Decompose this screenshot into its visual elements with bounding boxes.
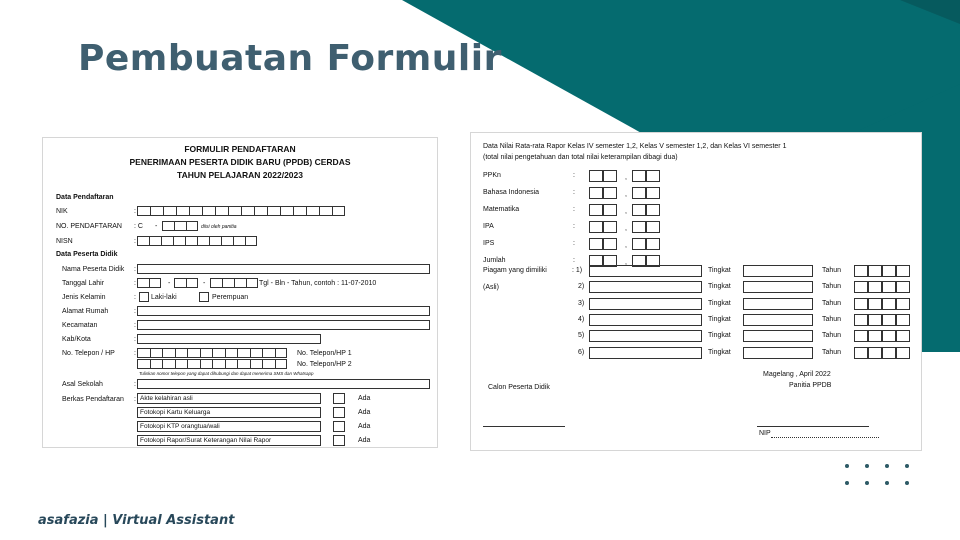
kabkota-input[interactable] (137, 334, 321, 344)
calon-peserta-label: Calon Peserta Didik (488, 384, 550, 391)
kecamatan-input[interactable] (137, 320, 430, 330)
perempuan-label: Perempuan (212, 294, 249, 301)
registration-form-page-1: FORMULIR PENDAFTARAN PENERIMAAN PESERTA DIDIK BARU (PPDB) CERDAS TAHUN PELAJARAN 2022/2023 Data Pendaftaran NIK : NO. PENDAFTARAN : C - diisi oleh panitia NISN : Data Peserta Didik Nama Peserta Didik : Tanggal Lahir : - - Tgl - Bln - Tahun, contoh : 11-07-2010 Jenis Kelamin : Laki-laki Perempuan Alamat Rumah : Kecamatan : Kab/Kota : No. Telepon / HP : No. Telepon/HP 1 No. Telepon/HP 2 Tuliskan nomor telepon yang dapat dihubungi dan dapat menerima SMS dan Whatsapp Asal Sekolah : Berkas Pendaftaran : Akte kelahiran asli Ada Fotokopi Kartu Keluarga Ada Fotokopi KTP orangtua/wali Ada Fotokopi Rapor/Surat Keterangan Nilai Rapor Ada (42, 137, 438, 448)
footer-brand: asafazia | Virtual Assistant (38, 513, 235, 528)
asal-sekolah-input[interactable] (137, 379, 430, 389)
tingkat-input[interactable] (743, 298, 813, 310)
subject-colon: : (573, 257, 575, 264)
subject-label: Jumlah (483, 257, 506, 264)
telp1-label: No. Telepon/HP 1 (297, 350, 352, 357)
nip-label: NIP (759, 430, 771, 437)
signature-line-panitia (757, 426, 869, 427)
nilai-digit-box[interactable] (589, 170, 603, 182)
telepon-2-input[interactable] (137, 359, 287, 369)
nilai-digit-box[interactable] (646, 204, 660, 216)
subject-comma: , (625, 242, 627, 249)
nilai-digit-box[interactable] (589, 238, 603, 250)
tahun-digit-box[interactable] (882, 265, 896, 277)
piagam-name-input[interactable] (589, 314, 702, 326)
signature-line-calon (483, 426, 565, 427)
tahun-label: Tahun (822, 315, 842, 323)
piagam-row-number: : 1) (572, 267, 583, 274)
berkas-item: Fotokopi KTP orangtua/wali (137, 421, 321, 432)
nilai-digit-box[interactable] (589, 221, 603, 233)
telp2-label: No. Telepon/HP 2 (297, 361, 352, 368)
subject-comma: , (625, 259, 627, 266)
tahun-digit-box[interactable] (868, 281, 882, 293)
form-header-1: FORMULIR PENDAFTARAN (184, 144, 296, 154)
tahun-digit-box[interactable] (896, 347, 910, 359)
tingkat-label: Tingkat (708, 299, 731, 307)
tahun-digit-box[interactable] (868, 347, 882, 359)
kabkota-label: Kab/Kota (62, 336, 91, 343)
place-date: Magelang , April 2022 (763, 371, 831, 378)
nilai-digit-box[interactable] (603, 187, 617, 199)
berkas-checkbox[interactable] (333, 421, 345, 432)
tahun-digit-box[interactable] (896, 281, 910, 293)
tahun-digit-box[interactable] (854, 265, 868, 277)
panitia-label: Panitia PPDB (789, 382, 832, 389)
nik-input[interactable] (137, 206, 345, 216)
piagam-row-number: 2) (578, 283, 585, 291)
subject-label: IPS (483, 240, 495, 247)
subject-colon: : (573, 189, 575, 196)
tingkat-input[interactable] (743, 314, 813, 326)
tahun-input[interactable] (210, 278, 258, 288)
nisn-input[interactable] (137, 236, 257, 246)
tahun-digit-box[interactable] (868, 314, 882, 326)
tahun-digit-box[interactable] (854, 314, 868, 326)
nilai-digit-box[interactable] (646, 170, 660, 182)
asal-sekolah-label: Asal Sekolah (62, 381, 103, 388)
jenis-kelamin-label: Jenis Kelamin (62, 294, 106, 301)
piagam-name-input[interactable] (589, 330, 702, 342)
piagam-label: Piagam yang dimiliki (483, 267, 547, 274)
no-pendaftaran-input[interactable] (162, 221, 198, 231)
form-header-2: PENERIMAAN PESERTA DIDIK BARU (PPDB) CERDAS (129, 157, 351, 167)
tahun-digit-box[interactable] (882, 281, 896, 293)
nilai-intro-note: (total nilai pengetahuan dan total nilai keterampilan dibagi dua) (483, 154, 678, 161)
subject-label: Matematika (483, 206, 520, 213)
berkas-checkbox[interactable] (333, 435, 345, 446)
slide-title: Pembuatan Formulir (78, 38, 502, 79)
section-data-pendaftaran: Data Pendaftaran (56, 194, 114, 201)
laki-laki-label: Laki-laki (151, 294, 177, 301)
subject-colon: : (573, 206, 575, 213)
tingkat-input[interactable] (743, 330, 813, 342)
registration-form-page-2 (470, 132, 922, 451)
subject-comma: , (625, 174, 627, 181)
tahun-digit-box[interactable] (882, 330, 896, 342)
piagam-name-input[interactable] (589, 298, 702, 310)
ada-label: Ada (358, 423, 371, 430)
tingkat-input[interactable] (743, 281, 813, 293)
tahun-label: Tahun (822, 267, 842, 274)
ada-label: Ada (358, 437, 371, 444)
subject-comma: , (625, 208, 627, 215)
nilai-digit-box[interactable] (632, 204, 646, 216)
ada-label: Ada (358, 395, 371, 402)
tahun-digit-box[interactable] (882, 314, 896, 326)
no-pendaftaran-label: NO. PENDAFTARAN (56, 223, 122, 230)
nilai-digit-box[interactable] (589, 204, 603, 216)
telepon-note: Tuliskan nomor telepon yang dapat dihubungi dan dapat menerima SMS dan Whatsapp (139, 371, 314, 376)
tahun-label: Tahun (822, 332, 842, 340)
nilai-digit-box[interactable] (632, 221, 646, 233)
berkas-checkbox[interactable] (333, 407, 345, 418)
asli-label: (Asli) (483, 284, 499, 291)
berkas-label: Berkas Pendaftaran (62, 396, 124, 403)
nisn-label: NISN (56, 238, 73, 245)
nip-line (771, 437, 879, 438)
telepon-1-input[interactable] (137, 348, 287, 358)
tahun-digit-box[interactable] (896, 265, 910, 277)
nilai-digit-box[interactable] (646, 187, 660, 199)
piagam-row-number: 6) (578, 348, 585, 356)
nilai-digit-box[interactable] (589, 187, 603, 199)
piagam-name-input[interactable] (589, 265, 702, 277)
telepon-label: No. Telepon / HP (62, 350, 115, 357)
nilai-digit-box[interactable] (646, 238, 660, 250)
tingkat-input[interactable] (743, 347, 813, 359)
tahun-digit-box[interactable] (882, 347, 896, 359)
nilai-digit-box[interactable] (632, 238, 646, 250)
tahun-digit-box[interactable] (868, 330, 882, 342)
tahun-digit-box[interactable] (854, 298, 868, 310)
nilai-digit-box[interactable] (603, 238, 617, 250)
nilai-digit-box[interactable] (603, 221, 617, 233)
tgl-format-hint: Tgl - Bln - Tahun, contoh : 11-07-2010 (259, 280, 377, 287)
tingkat-label: Tingkat (708, 315, 731, 323)
tahun-digit-box[interactable] (896, 330, 910, 342)
alamat-input[interactable] (137, 306, 430, 316)
tahun-digit-box[interactable] (854, 281, 868, 293)
nilai-digit-box[interactable] (632, 187, 646, 199)
berkas-checkbox[interactable] (333, 393, 345, 404)
tahun-digit-box[interactable] (882, 298, 896, 310)
piagam-row-number: 4) (578, 315, 585, 323)
ada-label: Ada (358, 409, 371, 416)
nik-label: NIK (56, 208, 68, 215)
piagam-row-number: 5) (578, 332, 585, 340)
subject-colon: : (573, 223, 575, 230)
tahun-digit-box[interactable] (868, 265, 882, 277)
diisi-panitia-note: diisi oleh panitia (201, 224, 237, 230)
nama-input[interactable] (137, 264, 430, 274)
nama-label: Nama Peserta Didik (62, 266, 125, 273)
subject-label: Bahasa Indonesia (483, 189, 540, 196)
tahun-label: Tahun (822, 299, 842, 307)
subject-comma: , (625, 225, 627, 232)
piagam-name-input[interactable] (589, 281, 702, 293)
subject-comma: , (625, 191, 627, 198)
piagam-row-number: 3) (578, 299, 585, 307)
nilai-digit-box[interactable] (603, 204, 617, 216)
tingkat-label: Tingkat (708, 267, 731, 274)
tahun-digit-box[interactable] (854, 330, 868, 342)
nilai-digit-box[interactable] (603, 170, 617, 182)
tingkat-label: Tingkat (708, 332, 731, 340)
nilai-intro: Data Nilai Rata-rata Rapor Kelas IV semester 1,2, Kelas V semester 1,2, dan Kelas VI semester 1 (483, 143, 787, 150)
alamat-label: Alamat Rumah (62, 308, 109, 315)
tahun-digit-box[interactable] (868, 298, 882, 310)
tahun-digit-box[interactable] (896, 298, 910, 310)
berkas-item: Fotokopi Kartu Keluarga (137, 407, 321, 418)
tingkat-label: Tingkat (708, 283, 731, 291)
laki-laki-checkbox[interactable] (139, 292, 149, 302)
kecamatan-label: Kecamatan (62, 322, 98, 329)
perempuan-checkbox[interactable] (199, 292, 209, 302)
piagam-name-input[interactable] (589, 347, 702, 359)
nilai-digit-box[interactable] (646, 221, 660, 233)
subject-colon: : (573, 240, 575, 247)
dots-decoration (845, 464, 909, 485)
subject-colon: : (573, 172, 575, 179)
tanggal-lahir-label: Tanggal Lahir (62, 280, 105, 287)
section-data-peserta: Data Peserta Didik (56, 251, 118, 258)
berkas-item: Akte kelahiran asli (137, 393, 321, 404)
tgl-input[interactable] (137, 278, 161, 288)
tahun-label: Tahun (822, 283, 842, 291)
subject-label: PPKn (483, 172, 501, 179)
tahun-digit-box[interactable] (854, 347, 868, 359)
subject-label: IPA (483, 223, 494, 230)
nilai-digit-box[interactable] (632, 170, 646, 182)
berkas-item: Fotokopi Rapor/Surat Keterangan Nilai Rapor (137, 435, 321, 446)
tahun-label: Tahun (822, 348, 842, 356)
tahun-digit-box[interactable] (896, 314, 910, 326)
tingkat-label: Tingkat (708, 348, 731, 356)
bln-input[interactable] (174, 278, 198, 288)
tingkat-input[interactable] (743, 265, 813, 277)
form-header-3: TAHUN PELAJARAN 2022/2023 (177, 170, 303, 180)
